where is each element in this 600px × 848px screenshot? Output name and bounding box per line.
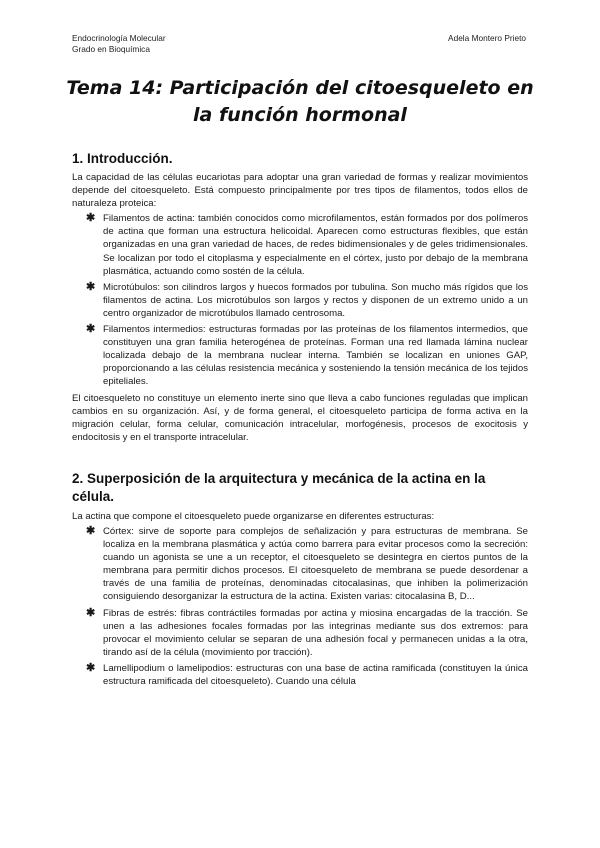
asterisk-bullet-icon: ✱: [86, 212, 96, 225]
section-1-intro: La capacidad de las células eucariotas para adoptar una gran variedad de formas y realizar movimientos depende del citoesqueleto. Está compuesto principalmente por tres tipos de filamentos, todos ellos de naturaleza proteica:: [72, 172, 528, 210]
list-item-text: Córtex: sirve de soporte para complejos de señalización y para estructuras de membrana. Se localiza en la membrana plasmática y actúa como barrera para evitar procesos como la secreción: cuando un agonista se une a un receptor, el citoesqueleto se desintegra en ciertos puntos de la membrana para permitir dichos procesos. El citoesqueleto de membrana se puede desordenar a través de una familia de proteínas, denominadas citocalasinas, que inhiben la polimerización consiguiendo desorganizar la estructura de la actina. Existen varias: citocalasina B, D...: [103, 525, 528, 603]
section-2-intro: La actina que compone el citoesqueleto puede organizarse en diferentes estructuras:: [72, 510, 435, 522]
list-item-text: Microtúbulos: son cilindros largos y huecos formados por tubulina. Son mucho más rígidos que los filamentos de actina. Los microtúbulos son largos y rectos y disponen de un extremo unido a un centro organizador de microtúbulos llamado centrosoma.: [103, 281, 528, 319]
list-item: [86, 607, 528, 659]
header-degree: Grado en Bioquímica: [72, 44, 150, 54]
section-2-list: [72, 525, 528, 688]
list-item-text: Fibras de estrés: fibras contráctiles formadas por actina y miosina encargadas de la tracción. Se unen a las adhesiones focales formadas por las integrinas mediante sus dos extremos: para provocar el movimiento celular se separan de una adhesión focal y permanecen unidas a la otra, tirando así de la célula (movimiento por tracción).: [103, 607, 528, 658]
document-title: Tema 14: Participación del citoesqueleto en la función hormonal: [66, 77, 534, 126]
page-header-left: [72, 33, 166, 55]
header-author: Adela Montero Prieto: [448, 33, 526, 43]
page-header-right: [448, 33, 526, 44]
asterisk-bullet-icon: ✱: [86, 524, 96, 537]
asterisk-bullet-icon: ✱: [86, 661, 96, 674]
list-item-text: Filamentos de actina: también conocidos como microfilamentos, están formados por dos polímeros de actina que forman una estructura helicoidal. Aparecen como estructuras flexibles, que están organizadas en una gran variedad de haces, de redes bidimensionales y de geles tridimensionales. Se localizan por todo el citoplasma y especialmente en el córtex, justo por debajo de la membrana plasmática, actuando como sostén de la célula.: [103, 213, 528, 277]
list-item: [86, 662, 528, 688]
section-1-list: [72, 212, 528, 388]
list-item: [86, 212, 528, 277]
list-item-text: Lamellipodium o lamelipodios: estructuras con una base de actina ramificada (constituyen la única estructura ramificada del citoesqueleto). Cuando una célula: [103, 662, 528, 687]
section-2-heading: 2. Superposición de la arquitectura y mecánica de la actina en la célula.: [72, 470, 486, 504]
list-item: [86, 525, 528, 604]
list-item: [86, 281, 528, 320]
asterisk-bullet-icon: ✱: [86, 606, 96, 619]
header-course: Endocrinología Molecular: [72, 33, 166, 43]
list-item-text: Filamentos intermedios: estructuras formadas por las proteínas de los filamentos intermedios, que constituyen una gran familia heterogénea de proteínas. Forman una red llamada lámina nuclear localizada debajo de la membrana nuclear interna. También se localizan en uniones GAP, proporcionando a las células resistencia mecánica y sosteniendo la tensión mecánica de los tejidos epiteliales.: [103, 324, 528, 388]
section-1-heading: 1. Introducción.: [72, 151, 173, 166]
list-item: [86, 323, 528, 388]
asterisk-bullet-icon: ✱: [86, 323, 96, 336]
document-body: [72, 150, 528, 691]
asterisk-bullet-icon: ✱: [86, 280, 96, 293]
section-1-closing: El citoesqueleto no constituye un elemento inerte sino que lleva a cabo funciones reguladas que implican cambios en su organización. Así, y de forma general, el citoesqueleto participa de forma activa en la migración celular, forma celular, comunicación intracelular, morfogénesis, procesos de exocitosis y endocitosis y en el transporte intracelular.: [72, 392, 528, 443]
